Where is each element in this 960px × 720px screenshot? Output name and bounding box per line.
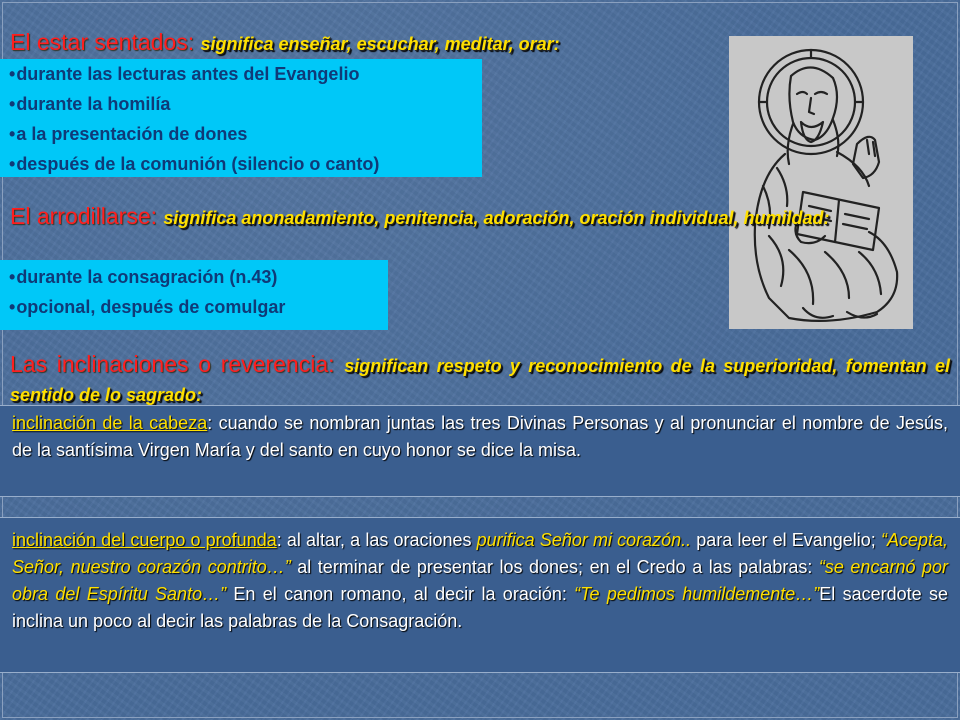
list-item: • después de la comunión (silencio o canto) [0,149,482,179]
arrodillarse-title: El arrodillarse [10,203,151,229]
profunda-box [0,517,960,673]
list-item: • a la presentación de dones [0,119,482,149]
profunda-text-3: al terminar de presentar los dones; en el Credo a las palabras: [290,557,819,577]
arrodillarse-list [0,260,388,322]
profunda-term: inclinación del cuerpo o profunda [12,530,277,550]
jesus-illustration-icon [729,36,913,329]
cabeza-term: inclinación de la cabeza [12,413,208,433]
arrodillarse-header [10,203,950,231]
list-item: • durante la homilía [0,89,482,119]
sentados-sep: : [187,29,201,55]
profunda-quote-2: “Acepta, Señor, nuestro corazón contrito…” [12,530,948,577]
sentados-header [10,30,710,57]
profunda-quote-4: “Te pedimos humildemente…” [574,584,820,604]
cabeza-box [0,405,960,497]
list-item: • durante la consagración (n.43) [0,262,388,292]
arrodillarse-desc: significa anonadamiento, penitencia, adoración, oración individual, humildad: [163,208,830,228]
profunda-text-2: para leer el Evangelio; [691,530,881,550]
inclinaciones-sep: : [328,351,345,377]
inclinaciones-title: Las inclinaciones o reverencia [10,351,329,377]
inclinaciones-desc: significan respeto y reconocimiento de la superioridad, fomentan el sentido de lo sagrado: [10,356,950,405]
profunda-text-4: En el canon romano, al decir la oración: [226,584,575,604]
list-item: • durante las lecturas antes del Evangelio [0,59,482,89]
profunda-text-5: El sacerdote se inclina un poco al decir las palabras de la Consagración. [12,584,948,631]
list-item: • opcional, después de comulgar [0,292,388,322]
inclinaciones-header [10,351,950,409]
sentados-list-box [0,59,482,177]
cabeza-paragraph [0,410,960,464]
profunda-text-1: : al altar, a las oraciones [276,530,477,550]
profunda-quote-1: purifica Señor mi corazón.. [476,530,692,550]
sentados-title: El estar sentados [10,29,188,55]
jesus-writing-illustration [729,36,913,329]
sentados-list [0,59,482,179]
arrodillarse-list-box [0,260,388,330]
profunda-paragraph [0,527,960,635]
cabeza-text: : cuando se nombran juntas las tres Divinas Personas y al pronunciar el nombre de Jesús, de la santísima Virgen María y del santo en cuyo honor se dice la misa. [12,413,948,460]
sentados-desc: significa enseñar, escuchar, meditar, orar: [200,34,560,54]
profunda-quote-3: “se encarnó por obra del Espíritu Santo…” [12,557,949,604]
arrodillarse-sep: : [150,203,164,229]
